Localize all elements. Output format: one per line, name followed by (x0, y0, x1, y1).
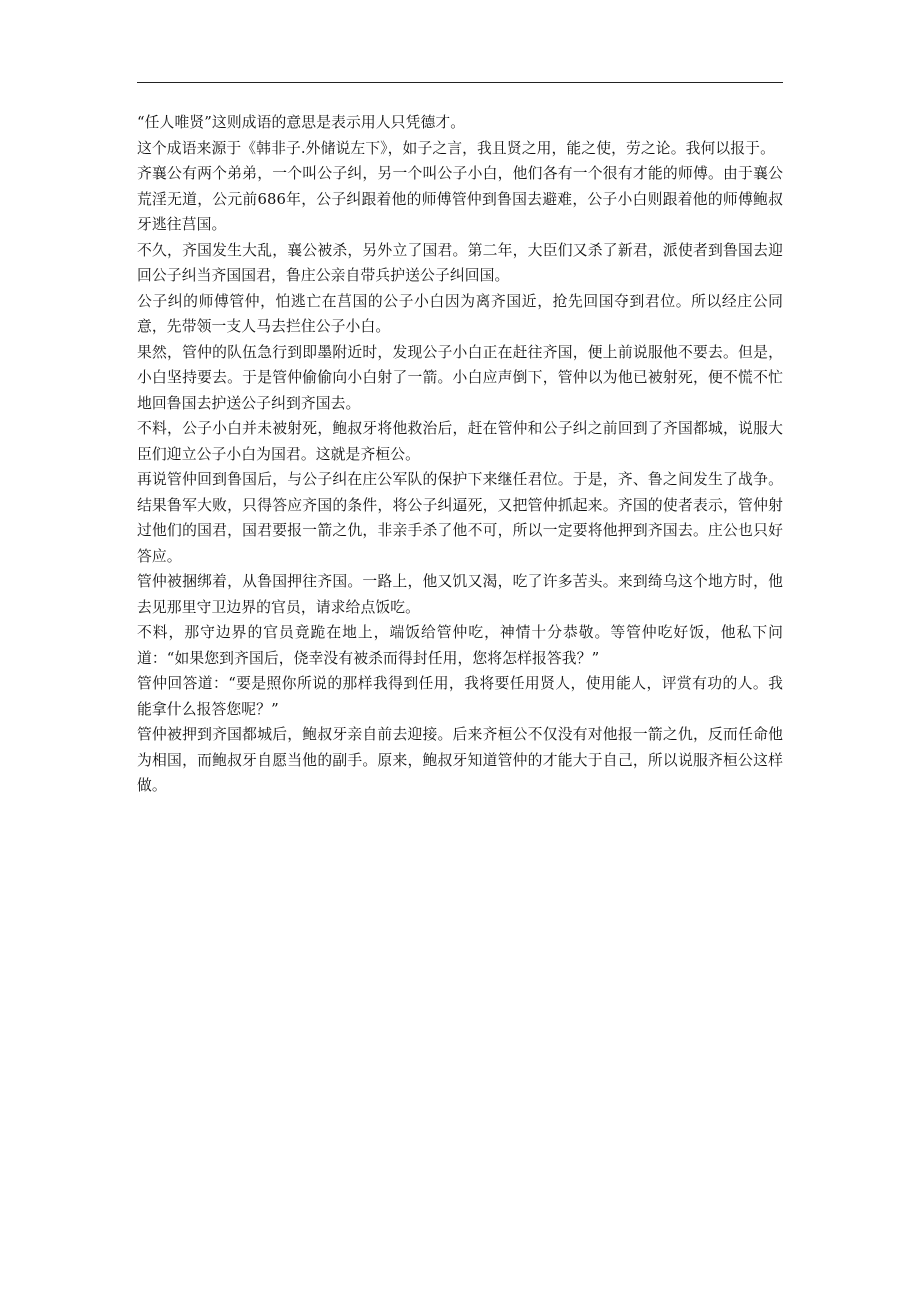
paragraph-4: 不久，齐国发生大乱，襄公被杀，另外立了国君。第二年，大臣们又杀了新君，派使者到鲁国去迎回公子纠当齐国国君，鲁庄公亲自带兵护送公子纠回国。 (137, 241, 783, 284)
paragraph-2: 这个成语来源于《韩非子.外储说左下》，如子之言，我且贤之用，能之使，劳之论。我何以报于。 (137, 139, 775, 157)
paragraph-5: 公子纠的师傅管仲，怕逃亡在莒国的公子小白因为离齐国近，抢先回国夺到君位。所以经庄公同意，先带领一支人马去拦住公子小白。 (137, 292, 783, 335)
paragraph-9: 管仲被捆绑着，从鲁国押往齐国。一路上，他又饥又渴，吃了许多苦头。来到绮乌这个地方时，他去见那里守卫边界的官员，请求给点饭吃。 (137, 573, 783, 616)
paragraph-12: 管仲被押到齐国都城后，鲍叔牙亲自前去迎接。后来齐桓公不仅没有对他报一箭之仇，反而任命他为相国，而鲍叔牙自愿当他的副手。原来，鲍叔牙知道管仲的才能大于自己，所以说服齐桓公这样做。 (137, 726, 783, 794)
paragraph-6: 果然，管仲的队伍急行到即墨附近时，发现公子小白正在赶往齐国，便上前说服他不要去。但是，小白坚持要去。于是管仲偷偷向小白射了一箭。小白应声倒下，管仲以为他已被射死，便不慌不忙地回鲁国去护送公子纠到齐国去。 (137, 343, 783, 412)
header-rule (137, 82, 783, 83)
document-body (137, 110, 783, 799)
paragraph-1: “任人唯贤”这则成语的意思是表示用人只凭德才。 (137, 114, 466, 131)
paragraph-3: 齐襄公有两个弟弟，一个叫公子纠，另一个叫公子小白，他们各有一个很有才能的师傅。由于襄公荒淫无道，公元前686年，公子纠跟着他的师傅管仲到鲁国去避难，公子小白则跟着他的师傅鲍叔牙逃往莒国。 (137, 165, 783, 233)
paragraph-8: 再说管仲回到鲁国后，与公子纠在庄公军队的保护下来继任君位。于是，齐、鲁之间发生了战争。结果鲁军大败，只得答应齐国的条件，将公子纠逼死，又把管仲抓起来。齐国的使者表示，管仲射过他们的国君，国君要报一箭之仇，非亲手杀了他不可，所以一定要将他押到齐国去。庄公也只好答应。 (137, 471, 783, 565)
paragraph-10: 不料，那守边界的官员竟跪在地上，端饭给管仲吃，神情十分恭敬。等管仲吃好饭，他私下问道：“如果您到齐国后，侥幸没有被杀而得封任用，您将怎样报答我？” (137, 624, 783, 667)
paragraph-11: 管仲回答道：“要是照你所说的那样我得到任用，我将要任用贤人，使用能人，评赏有功的人。我能拿什么报答您呢？” (137, 675, 783, 718)
paragraph-7: 不料，公子小白并未被射死，鲍叔牙将他救治后，赶在管仲和公子纠之前回到了齐国都城，说服大臣们迎立公子小白为国君。这就是齐桓公。 (137, 420, 783, 463)
